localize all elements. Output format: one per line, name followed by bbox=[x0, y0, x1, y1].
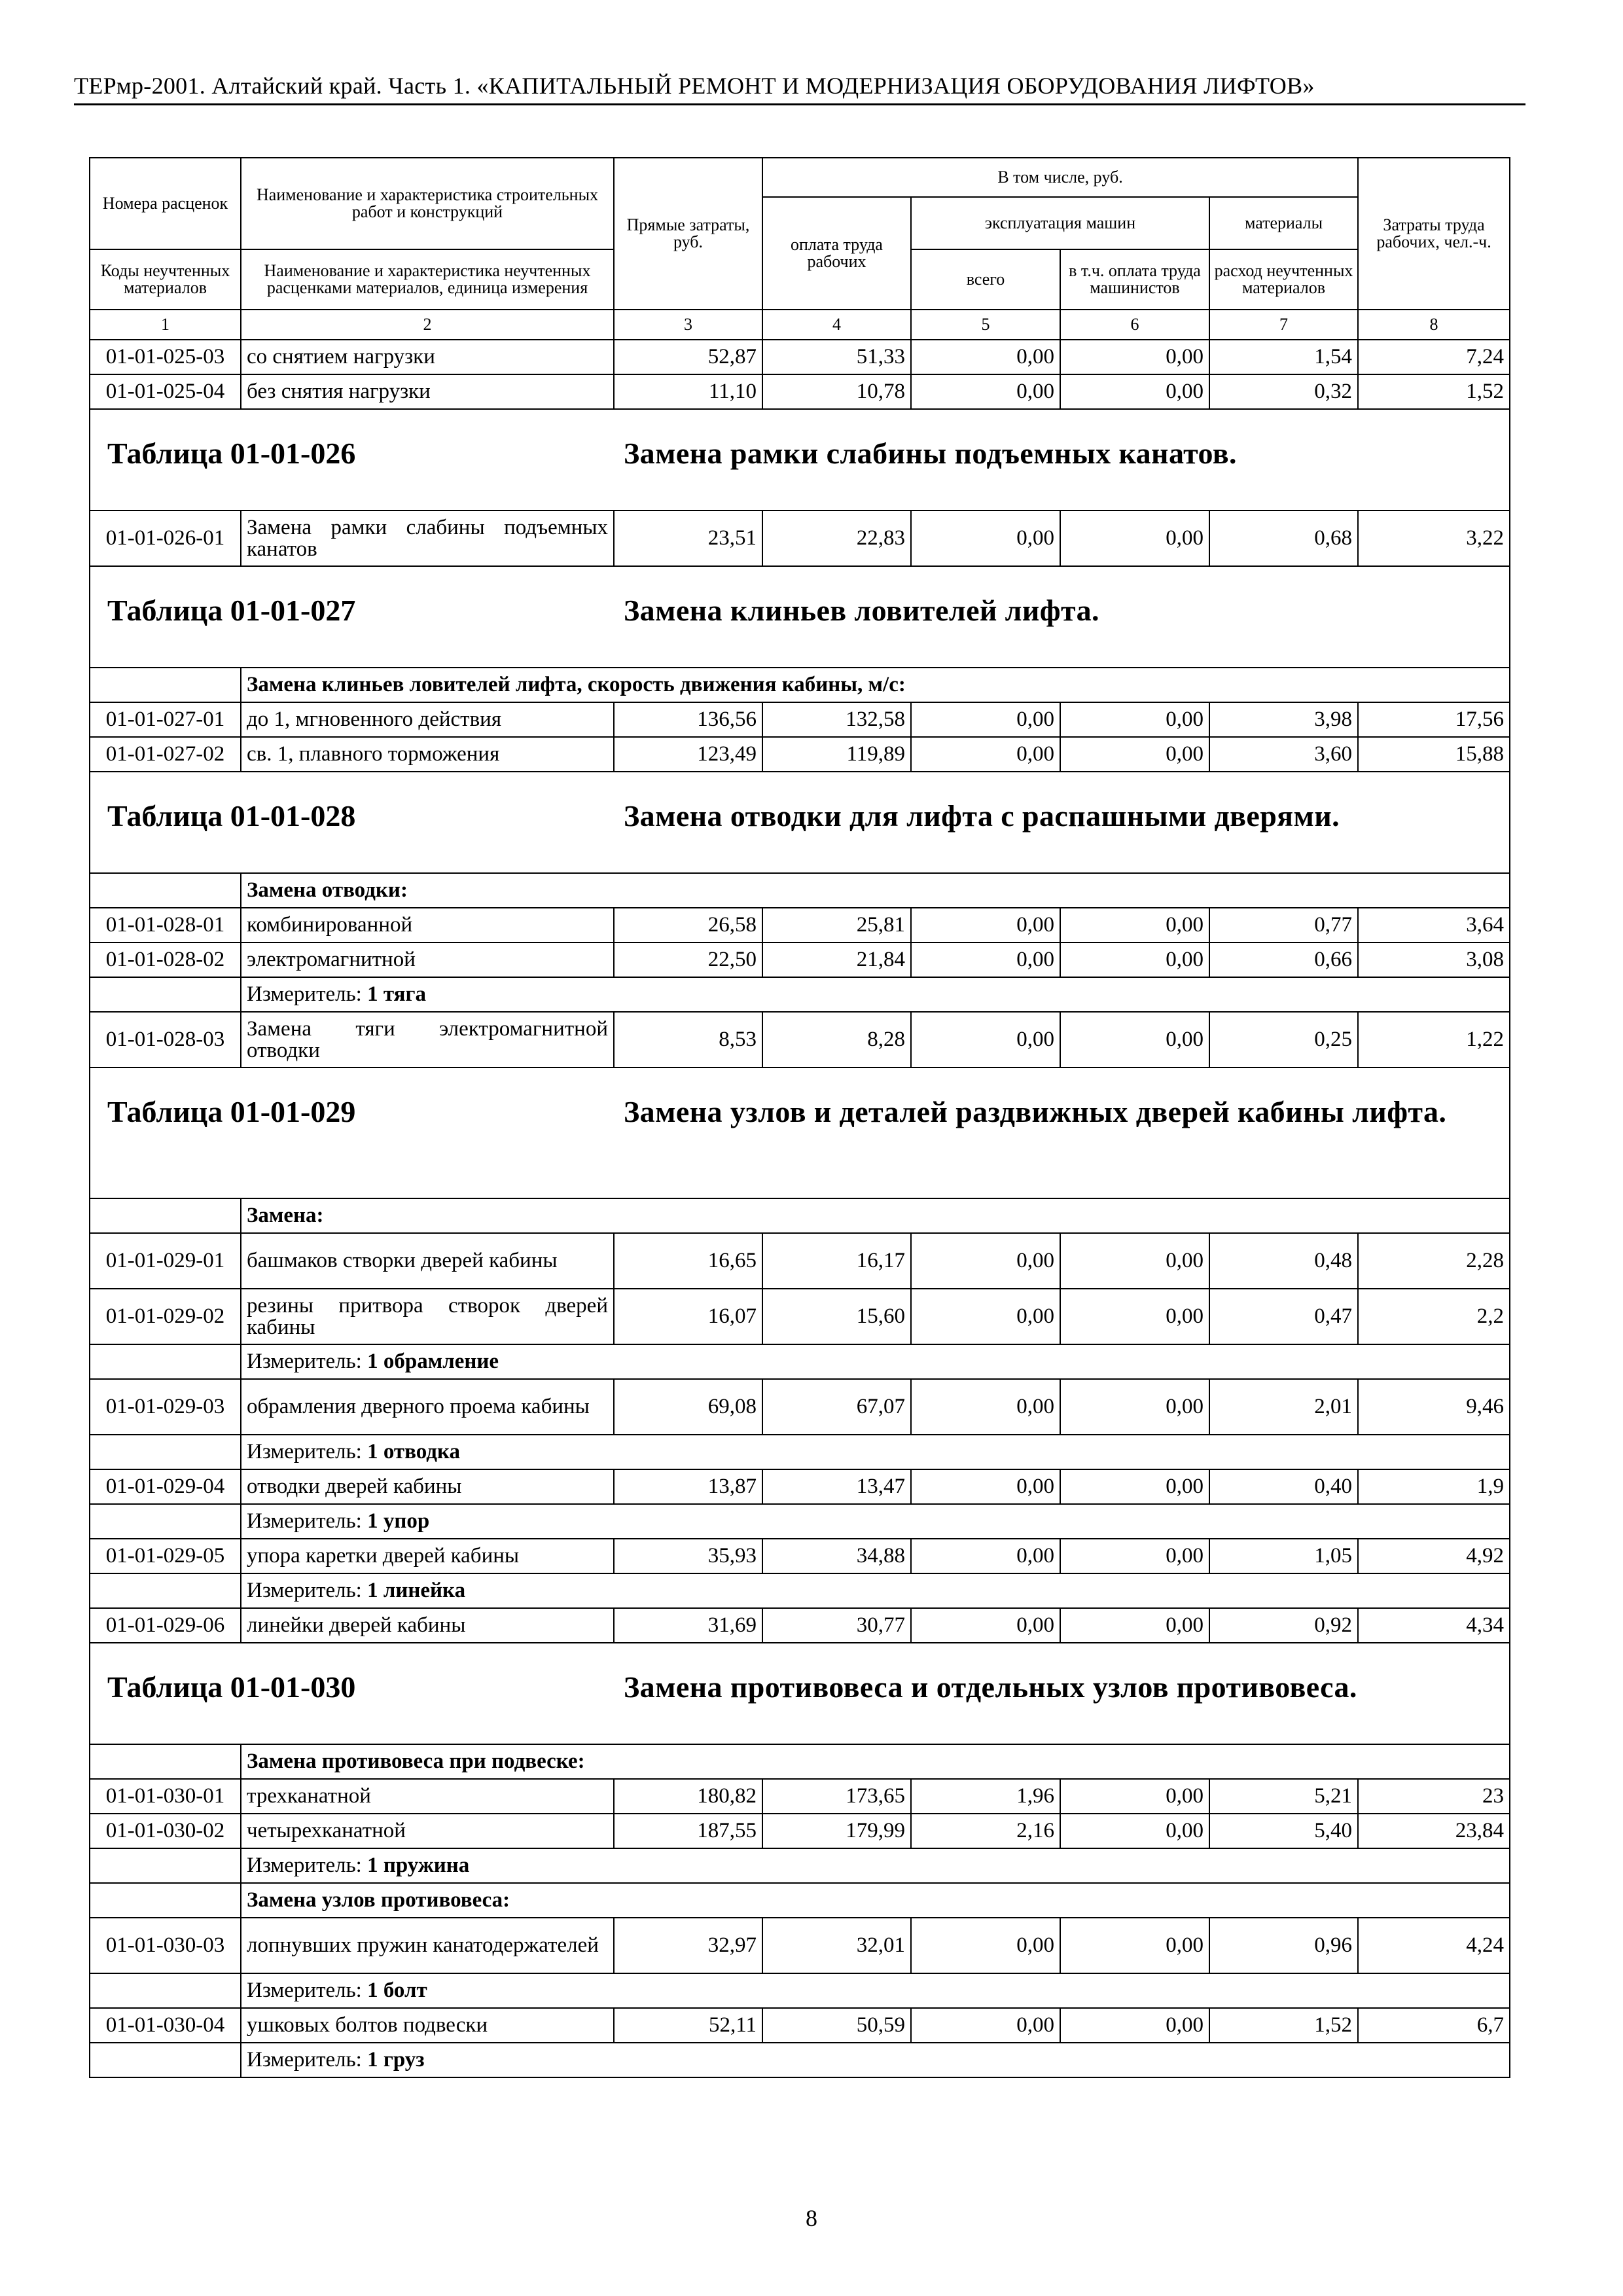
measure-unit: 1 обрамление bbox=[367, 1350, 499, 1373]
measure-unit: 1 болт bbox=[367, 1979, 427, 2002]
subheading-row bbox=[90, 1198, 1510, 1233]
direct-cost: 23,51 bbox=[614, 511, 762, 566]
wage: 50,59 bbox=[762, 2008, 911, 2043]
table-title-label: Таблица 01-01-028 bbox=[107, 799, 356, 833]
col-header-name2: Наименование и характеристика неучтенных расценками материалов, единица измерения bbox=[241, 249, 614, 310]
table-title-desc: Замена узлов и деталей раздвижных дверей кабины лифта. bbox=[624, 1095, 1447, 1128]
direct-cost: 16,07 bbox=[614, 1289, 762, 1344]
materials: 1,54 bbox=[1209, 340, 1358, 374]
rate-name: без снятия нагрузки bbox=[241, 374, 614, 409]
measure-unit: 1 линейка bbox=[367, 1579, 466, 1602]
col-number: 4 bbox=[762, 310, 911, 340]
rate-code: 01-01-030-02 bbox=[90, 1814, 241, 1848]
materials: 1,05 bbox=[1209, 1539, 1358, 1573]
table-row bbox=[90, 1469, 1510, 1504]
rate-name: Замена тяги электромагнитной отводки bbox=[241, 1012, 614, 1067]
machines-total: 0,00 bbox=[911, 1608, 1060, 1643]
machinist-wage: 0,00 bbox=[1060, 1233, 1209, 1289]
measure-row bbox=[90, 2043, 1510, 2077]
materials: 0,25 bbox=[1209, 1012, 1358, 1067]
materials: 0,96 bbox=[1209, 1918, 1358, 1973]
machinist-wage: 0,00 bbox=[1060, 1289, 1209, 1344]
machinist-wage: 0,00 bbox=[1060, 1814, 1209, 1848]
col-header-direct: Прямые затраты, руб. bbox=[614, 158, 762, 310]
machines-total: 0,00 bbox=[911, 1469, 1060, 1504]
table-row bbox=[90, 374, 1510, 409]
wage: 132,58 bbox=[762, 702, 911, 737]
subheading-row bbox=[90, 873, 1510, 908]
labor: 7,24 bbox=[1358, 340, 1510, 374]
rate-code: 01-01-029-02 bbox=[90, 1289, 241, 1344]
table-row bbox=[90, 2008, 1510, 2043]
machines-total: 0,00 bbox=[911, 511, 1060, 566]
table-title-row bbox=[90, 1067, 1510, 1198]
rate-code: 01-01-025-04 bbox=[90, 374, 241, 409]
col-header-unaccounted-materials: расход неучтенных материалов bbox=[1209, 249, 1358, 310]
direct-cost: 52,11 bbox=[614, 2008, 762, 2043]
measure-prefix: Измеритель: bbox=[247, 2048, 362, 2072]
rate-code: 01-01-029-06 bbox=[90, 1608, 241, 1643]
rate-name: резины притвора створок дверей кабины bbox=[241, 1289, 614, 1344]
machines-total: 0,00 bbox=[911, 1012, 1060, 1067]
table-row bbox=[90, 702, 1510, 737]
table-title-label: Таблица 01-01-029 bbox=[107, 1095, 356, 1128]
materials: 0,48 bbox=[1209, 1233, 1358, 1289]
measure-prefix: Измеритель: bbox=[247, 1854, 362, 1877]
direct-cost: 11,10 bbox=[614, 374, 762, 409]
rate-name: отводки дверей кабины bbox=[241, 1469, 614, 1504]
rate-name: св. 1, плавного торможения bbox=[241, 737, 614, 772]
wage: 32,01 bbox=[762, 1918, 911, 1973]
wage: 51,33 bbox=[762, 340, 911, 374]
direct-cost: 16,65 bbox=[614, 1233, 762, 1289]
table-row bbox=[90, 1608, 1510, 1643]
direct-cost: 69,08 bbox=[614, 1379, 762, 1435]
machines-total: 2,16 bbox=[911, 1814, 1060, 1848]
measure-prefix: Измеритель: bbox=[247, 1350, 362, 1373]
measure-row bbox=[90, 1344, 1510, 1379]
materials: 0,32 bbox=[1209, 374, 1358, 409]
wage: 22,83 bbox=[762, 511, 911, 566]
labor: 9,46 bbox=[1358, 1379, 1510, 1435]
col-header-total: всего bbox=[911, 249, 1060, 310]
table-row bbox=[90, 1779, 1510, 1814]
measure-row bbox=[90, 1573, 1510, 1608]
wage: 25,81 bbox=[762, 908, 911, 942]
machinist-wage: 0,00 bbox=[1060, 1779, 1209, 1814]
labor: 3,22 bbox=[1358, 511, 1510, 566]
machinist-wage: 0,00 bbox=[1060, 374, 1209, 409]
labor: 15,88 bbox=[1358, 737, 1510, 772]
direct-cost: 180,82 bbox=[614, 1779, 762, 1814]
machines-total: 0,00 bbox=[911, 374, 1060, 409]
machines-total: 1,96 bbox=[911, 1779, 1060, 1814]
table-title-desc: Замена клиньев ловителей лифта. bbox=[624, 594, 1099, 627]
rate-code: 01-01-027-01 bbox=[90, 702, 241, 737]
labor: 17,56 bbox=[1358, 702, 1510, 737]
table-row bbox=[90, 340, 1510, 374]
table-row bbox=[90, 1379, 1510, 1435]
rate-code: 01-01-029-04 bbox=[90, 1469, 241, 1504]
table-row bbox=[90, 737, 1510, 772]
subheading: Замена: bbox=[241, 1198, 1510, 1233]
table-title-row bbox=[90, 772, 1510, 873]
wage: 21,84 bbox=[762, 942, 911, 977]
labor: 4,24 bbox=[1358, 1918, 1510, 1973]
direct-cost: 26,58 bbox=[614, 908, 762, 942]
labor: 6,7 bbox=[1358, 2008, 1510, 2043]
machinist-wage: 0,00 bbox=[1060, 908, 1209, 942]
rate-name: до 1, мгновенного действия bbox=[241, 702, 614, 737]
direct-cost: 123,49 bbox=[614, 737, 762, 772]
machines-total: 0,00 bbox=[911, 1539, 1060, 1573]
labor: 23 bbox=[1358, 1779, 1510, 1814]
table-row bbox=[90, 1539, 1510, 1573]
measure-row bbox=[90, 1973, 1510, 2008]
subheading: Замена клиньев ловителей лифта, скорость движения кабины, м/с: bbox=[241, 668, 1510, 702]
measure-prefix: Измеритель: bbox=[247, 982, 362, 1006]
machines-total: 0,00 bbox=[911, 908, 1060, 942]
subheading-row bbox=[90, 1744, 1510, 1779]
table-title-row bbox=[90, 566, 1510, 668]
rate-name: линейки дверей кабины bbox=[241, 1608, 614, 1643]
wage: 119,89 bbox=[762, 737, 911, 772]
col-header-labor: Затраты труда рабочих, чел.-ч. bbox=[1358, 158, 1510, 310]
wage: 15,60 bbox=[762, 1289, 911, 1344]
direct-cost: 32,97 bbox=[614, 1918, 762, 1973]
machines-total: 0,00 bbox=[911, 942, 1060, 977]
machines-total: 0,00 bbox=[911, 2008, 1060, 2043]
table-row bbox=[90, 1814, 1510, 1848]
machinist-wage: 0,00 bbox=[1060, 737, 1209, 772]
table-title-label: Таблица 01-01-030 bbox=[107, 1670, 356, 1704]
table-header bbox=[90, 158, 1510, 340]
col-number: 6 bbox=[1060, 310, 1209, 340]
rate-name: обрамления дверного проема кабины bbox=[241, 1379, 614, 1435]
rate-name: трехканатной bbox=[241, 1779, 614, 1814]
materials: 3,98 bbox=[1209, 702, 1358, 737]
measure-prefix: Измеритель: bbox=[247, 1440, 362, 1463]
direct-cost: 187,55 bbox=[614, 1814, 762, 1848]
materials: 1,52 bbox=[1209, 2008, 1358, 2043]
materials: 0,47 bbox=[1209, 1289, 1358, 1344]
col-header-machines: эксплуатация машин bbox=[911, 197, 1209, 249]
price-table bbox=[89, 157, 1510, 2078]
rate-name: четырехканатной bbox=[241, 1814, 614, 1848]
materials: 0,66 bbox=[1209, 942, 1358, 977]
subheading: Замена узлов противовеса: bbox=[241, 1883, 1510, 1918]
machinist-wage: 0,00 bbox=[1060, 1918, 1209, 1973]
wage: 179,99 bbox=[762, 1814, 911, 1848]
measure-row bbox=[90, 1504, 1510, 1539]
direct-cost: 8,53 bbox=[614, 1012, 762, 1067]
rate-code: 01-01-029-01 bbox=[90, 1233, 241, 1289]
table-row bbox=[90, 1012, 1510, 1067]
rate-name: электромагнитной bbox=[241, 942, 614, 977]
labor: 4,34 bbox=[1358, 1608, 1510, 1643]
machines-total: 0,00 bbox=[911, 1918, 1060, 1973]
direct-cost: 35,93 bbox=[614, 1539, 762, 1573]
labor: 1,22 bbox=[1358, 1012, 1510, 1067]
rate-name: ушковых болтов подвески bbox=[241, 2008, 614, 2043]
table-title-row bbox=[90, 409, 1510, 511]
direct-cost: 22,50 bbox=[614, 942, 762, 977]
materials: 0,68 bbox=[1209, 511, 1358, 566]
machinist-wage: 0,00 bbox=[1060, 1539, 1209, 1573]
labor: 2,2 bbox=[1358, 1289, 1510, 1344]
col-header-codes: Номера расценок bbox=[90, 158, 241, 249]
wage: 34,88 bbox=[762, 1539, 911, 1573]
table-row bbox=[90, 511, 1510, 566]
measure-unit: 1 пружина bbox=[367, 1854, 470, 1877]
labor: 1,9 bbox=[1358, 1469, 1510, 1504]
table-title-row bbox=[90, 1643, 1510, 1744]
col-number: 7 bbox=[1209, 310, 1358, 340]
subheading-row bbox=[90, 668, 1510, 702]
direct-cost: 52,87 bbox=[614, 340, 762, 374]
wage: 173,65 bbox=[762, 1779, 911, 1814]
measure-unit: 1 тяга bbox=[367, 982, 426, 1006]
direct-cost: 13,87 bbox=[614, 1469, 762, 1504]
page-number: 8 bbox=[806, 2205, 817, 2231]
col-header-machinist-wage: в т.ч. оплата труда машинистов bbox=[1060, 249, 1209, 310]
table-title-desc: Замена рамки слабины подъемных канатов. bbox=[624, 437, 1237, 470]
subheading-row bbox=[90, 1883, 1510, 1918]
col-number: 8 bbox=[1358, 310, 1510, 340]
machinist-wage: 0,00 bbox=[1060, 511, 1209, 566]
labor: 3,08 bbox=[1358, 942, 1510, 977]
labor: 4,92 bbox=[1358, 1539, 1510, 1573]
subheading: Замена отводки: bbox=[241, 873, 1510, 908]
rate-code: 01-01-029-03 bbox=[90, 1379, 241, 1435]
machinist-wage: 0,00 bbox=[1060, 1469, 1209, 1504]
labor: 3,64 bbox=[1358, 908, 1510, 942]
machines-total: 0,00 bbox=[911, 1379, 1060, 1435]
rate-code: 01-01-028-01 bbox=[90, 908, 241, 942]
col-number: 2 bbox=[241, 310, 614, 340]
table-row bbox=[90, 908, 1510, 942]
col-header-materials: материалы bbox=[1209, 197, 1358, 249]
running-header: ТЕРмр-2001. Алтайский край. Часть 1. «КАПИТАЛЬНЫЙ РЕМОНТ И МОДЕРНИЗАЦИЯ ОБОРУДОВАНИЯ ЛИФТОВ» bbox=[74, 72, 1525, 105]
machinist-wage: 0,00 bbox=[1060, 702, 1209, 737]
rate-name: башмаков створки дверей кабины bbox=[241, 1233, 614, 1289]
rate-name: комбинированной bbox=[241, 908, 614, 942]
wage: 10,78 bbox=[762, 374, 911, 409]
rate-name: упора каретки дверей кабины bbox=[241, 1539, 614, 1573]
rate-code: 01-01-026-01 bbox=[90, 511, 241, 566]
rate-code: 01-01-030-03 bbox=[90, 1918, 241, 1973]
machines-total: 0,00 bbox=[911, 702, 1060, 737]
measure-row bbox=[90, 1435, 1510, 1469]
table-row bbox=[90, 1289, 1510, 1344]
wage: 16,17 bbox=[762, 1233, 911, 1289]
machinist-wage: 0,00 bbox=[1060, 942, 1209, 977]
machines-total: 0,00 bbox=[911, 1289, 1060, 1344]
materials: 5,21 bbox=[1209, 1779, 1358, 1814]
wage: 30,77 bbox=[762, 1608, 911, 1643]
col-header-incl: В том числе, руб. bbox=[762, 158, 1358, 197]
measure-prefix: Измеритель: bbox=[247, 1509, 362, 1533]
rate-code: 01-01-030-04 bbox=[90, 2008, 241, 2043]
machinist-wage: 0,00 bbox=[1060, 1012, 1209, 1067]
table-row bbox=[90, 1918, 1510, 1973]
subheading: Замена противовеса при подвеске: bbox=[241, 1744, 1510, 1779]
rate-name: со снятием нагрузки bbox=[241, 340, 614, 374]
rate-code: 01-01-030-01 bbox=[90, 1779, 241, 1814]
labor: 2,28 bbox=[1358, 1233, 1510, 1289]
machinist-wage: 0,00 bbox=[1060, 340, 1209, 374]
measure-row bbox=[90, 977, 1510, 1012]
measure-prefix: Измеритель: bbox=[247, 1979, 362, 2002]
direct-cost: 136,56 bbox=[614, 702, 762, 737]
table-title-desc: Замена противовеса и отдельных узлов противовеса. bbox=[624, 1670, 1357, 1704]
machinist-wage: 0,00 bbox=[1060, 1608, 1209, 1643]
col-header-name: Наименование и характеристика строительных работ и конструкций bbox=[241, 158, 614, 249]
measure-unit: 1 отводка bbox=[367, 1440, 460, 1463]
materials: 5,40 bbox=[1209, 1814, 1358, 1848]
col-number: 3 bbox=[614, 310, 762, 340]
rate-name: Замена рамки слабины подъемных канатов bbox=[241, 511, 614, 566]
col-number: 1 bbox=[90, 310, 241, 340]
materials: 0,77 bbox=[1209, 908, 1358, 942]
rate-code: 01-01-028-03 bbox=[90, 1012, 241, 1067]
rate-code: 01-01-027-02 bbox=[90, 737, 241, 772]
col-header-codes2: Коды неучтенных материалов bbox=[90, 249, 241, 310]
labor: 1,52 bbox=[1358, 374, 1510, 409]
col-number: 5 bbox=[911, 310, 1060, 340]
rate-code: 01-01-029-05 bbox=[90, 1539, 241, 1573]
measure-unit: 1 упор bbox=[367, 1509, 430, 1533]
rate-code: 01-01-028-02 bbox=[90, 942, 241, 977]
measure-unit: 1 груз bbox=[367, 2048, 425, 2072]
measure-prefix: Измеритель: bbox=[247, 1579, 362, 1602]
wage: 67,07 bbox=[762, 1379, 911, 1435]
rate-code: 01-01-025-03 bbox=[90, 340, 241, 374]
machines-total: 0,00 bbox=[911, 340, 1060, 374]
wage: 13,47 bbox=[762, 1469, 911, 1504]
materials: 2,01 bbox=[1209, 1379, 1358, 1435]
table-row bbox=[90, 1233, 1510, 1289]
machines-total: 0,00 bbox=[911, 1233, 1060, 1289]
direct-cost: 31,69 bbox=[614, 1608, 762, 1643]
measure-row bbox=[90, 1848, 1510, 1883]
labor: 23,84 bbox=[1358, 1814, 1510, 1848]
col-header-wage: оплата труда рабочих bbox=[762, 197, 911, 310]
machines-total: 0,00 bbox=[911, 737, 1060, 772]
table-title-label: Таблица 01-01-027 bbox=[107, 594, 356, 627]
materials: 0,92 bbox=[1209, 1608, 1358, 1643]
table-title-desc: Замена отводки для лифта с распашными дверями. bbox=[624, 799, 1340, 833]
table-title-label: Таблица 01-01-026 bbox=[107, 437, 356, 470]
table-row bbox=[90, 942, 1510, 977]
materials: 0,40 bbox=[1209, 1469, 1358, 1504]
machinist-wage: 0,00 bbox=[1060, 1379, 1209, 1435]
wage: 8,28 bbox=[762, 1012, 911, 1067]
machinist-wage: 0,00 bbox=[1060, 2008, 1209, 2043]
materials: 3,60 bbox=[1209, 737, 1358, 772]
rate-name: лопнувших пружин канатодержателей bbox=[241, 1918, 614, 1973]
